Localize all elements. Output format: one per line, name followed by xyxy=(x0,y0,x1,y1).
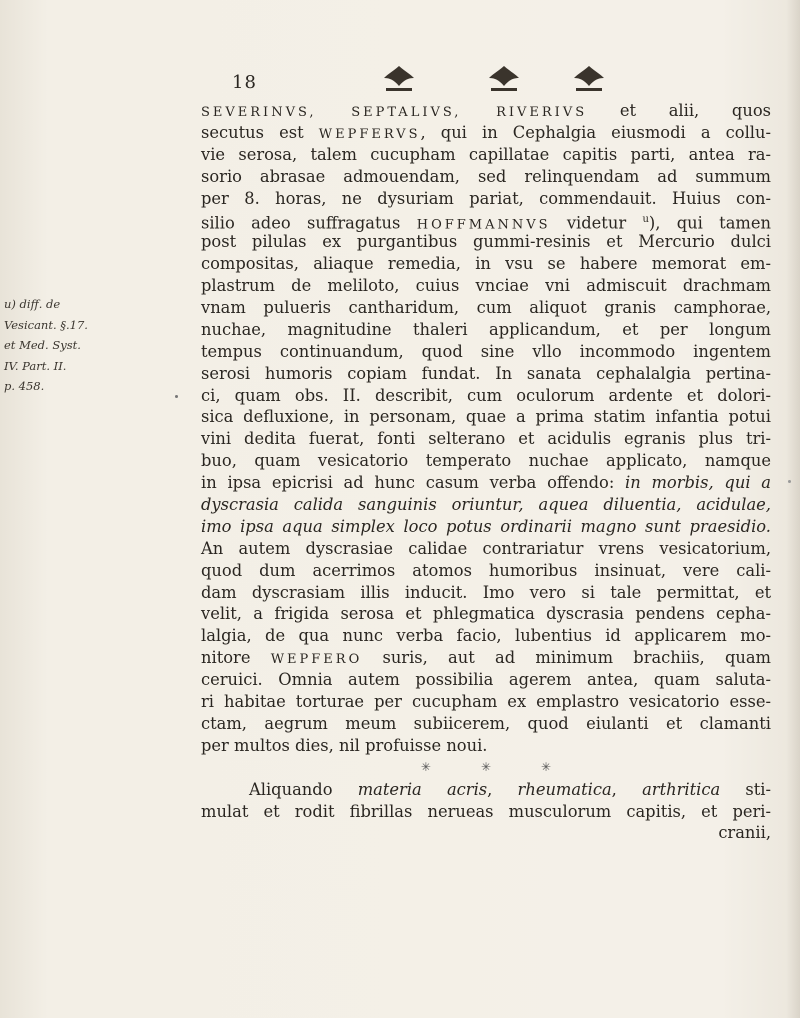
text-line xyxy=(201,144,771,166)
text-line xyxy=(201,603,771,625)
text-line xyxy=(201,341,771,363)
text-run: vini dedita fuerat, fonti selterano et acidulis egranis plus tri- xyxy=(201,429,771,449)
text-run: vie serosa, talem cucupham capillatae capitis parti, antea ra- xyxy=(201,144,771,164)
text-line xyxy=(201,582,771,604)
text-run: nitore xyxy=(201,648,271,668)
text-run: sica defluxione, in personam, quae a prima statim infantia potui xyxy=(201,407,771,427)
text-line xyxy=(201,822,771,844)
text-line xyxy=(201,209,771,231)
marginal-note-line: et Med. Syst. xyxy=(4,338,81,352)
text-run: post pilulas ex purgantibus gummi-resinis et Mercurio dulci xyxy=(201,232,771,252)
fleuron-icon xyxy=(382,64,416,94)
text-run: , xyxy=(487,779,518,799)
text-run: velit, a frigida serosa et phlegmatica dyscrasia pendens cepha- xyxy=(201,604,771,624)
text-run: quod dum acerrimos atomos humoribus insinuat, vere cali- xyxy=(201,560,771,580)
author-name: WEPFERVS xyxy=(318,126,421,142)
text-run: dam dyscrasiam illis inducit. Imo vero si tale permittat, et xyxy=(201,582,771,602)
text-line xyxy=(201,188,771,210)
italic-phrase: rheumatica xyxy=(517,779,612,799)
text-line xyxy=(201,385,771,407)
text-run: lalgia, de qua nunc verba facio, lubentius id applicarem mo- xyxy=(201,626,771,646)
marginal-note-line: Vesicant. §.17. xyxy=(4,317,88,332)
text-run: ri habitae torturae per cucupham ex emplastro vesicatorio esse- xyxy=(201,692,771,712)
fleuron-icon xyxy=(487,64,521,94)
fleuron-icon xyxy=(572,64,606,94)
text-run: mulat et rodit fibrillas nerueas musculorum capitis, et peri- xyxy=(201,801,771,821)
asterism-icon: ✳ xyxy=(480,759,492,774)
text-line xyxy=(201,450,771,472)
text-run: sorio abrasae admouendam, sed relinquendam ad summum xyxy=(201,166,771,186)
text-run: plastrum de meliloto, cuius vnciae vni admiscuit drachmam xyxy=(201,276,771,296)
section-separator xyxy=(201,757,771,779)
text-run: cranii, xyxy=(718,823,771,843)
text-line xyxy=(201,472,771,494)
text-run: in ipsa epicrisi ad hunc casum verba offendo: xyxy=(201,473,626,493)
text-run: et alii, quos xyxy=(587,101,771,120)
text-run: sti- xyxy=(720,779,771,799)
text-line xyxy=(201,647,771,669)
text-line xyxy=(201,100,771,122)
ink-speck xyxy=(175,395,178,398)
text-run: silio adeo suffragatus xyxy=(201,213,417,233)
text-line xyxy=(201,801,771,823)
text-run: , qui in Cephalgia eiusmodi a collu- xyxy=(420,122,771,142)
text-line xyxy=(201,625,771,647)
text-line xyxy=(201,669,771,691)
text-run: serosi humoris copiam fundat. In sanata cephalalgia pertina- xyxy=(201,363,771,383)
marginal-note-line: u) diff. de xyxy=(4,297,61,311)
text-run: ci, quam obs. II. describit, cum oculorum ardente et dolori- xyxy=(201,385,771,405)
text-run: , xyxy=(611,779,643,799)
text-line xyxy=(201,275,771,297)
text-run: vnam pulueris cantharidum, cum aliquot granis camphorae, xyxy=(201,298,771,318)
marginal-note xyxy=(4,294,88,397)
italic-phrase: in morbis, qui a xyxy=(625,473,771,493)
text-line xyxy=(201,691,771,713)
text-run: ctam, aegrum meum subiicerem, quod eiulanti et clamanti xyxy=(201,713,771,733)
text-line xyxy=(201,538,771,560)
text-run: secutus est xyxy=(201,122,319,142)
page-number: 18 xyxy=(232,72,257,93)
marginal-note-line: p. 458. xyxy=(4,379,45,393)
text-line xyxy=(201,297,771,319)
page-header xyxy=(232,64,652,104)
author-name: SEVERINVS, SEPTALIVS, RIVERIVS xyxy=(201,105,588,120)
text-line xyxy=(201,494,771,516)
text-run: u xyxy=(642,214,649,226)
text-line xyxy=(201,713,771,735)
text-line xyxy=(201,516,771,538)
text-run: suris, aut ad minimum brachiis, quam xyxy=(362,648,771,668)
text-line xyxy=(201,560,771,582)
text-run: buo, quam vesicatorio temperato nuchae applicato, namque xyxy=(201,451,771,471)
text-line xyxy=(201,406,771,428)
text-line xyxy=(201,779,771,801)
author-name: HOFFMANNVS xyxy=(416,217,551,233)
text-run: videtur xyxy=(550,213,643,233)
page-edge-shadow xyxy=(786,0,800,1018)
text-run: An autem dyscrasiae calidae contrariatur vrens vesicatorium, xyxy=(201,538,771,558)
text-line xyxy=(201,166,771,188)
text-run: per multos dies, nil profuisse noui. xyxy=(201,735,488,755)
ink-speck xyxy=(788,480,791,483)
italic-phrase: materia acris xyxy=(357,779,488,799)
asterism-icon: ✳ xyxy=(541,759,552,774)
text-run: per 8. horas, ne dysuriam pariat, commendauit. Huius con- xyxy=(201,188,771,208)
marginal-note-line: IV. Part. II. xyxy=(4,358,67,373)
text-run: ceruici. Omnia autem possibilia agerem antea, quam saluta- xyxy=(201,670,771,690)
text-run: tempus continuandum, quod sine vllo incommodo ingentem xyxy=(201,341,771,361)
main-text xyxy=(201,100,771,844)
text-line xyxy=(201,122,771,144)
text-line xyxy=(201,253,771,275)
text-run: ), qui tamen xyxy=(648,213,771,233)
text-line xyxy=(201,319,771,341)
text-line xyxy=(201,231,771,253)
text-run: Aliquando xyxy=(249,779,358,799)
italic-phrase: dyscrasia calida sanguinis oriuntur, aquea diluentia, acidulae, xyxy=(201,495,771,515)
asterism-icon: ✳ xyxy=(420,759,431,774)
text-line xyxy=(201,735,771,757)
text-line xyxy=(201,363,771,385)
text-line xyxy=(201,428,771,450)
italic-phrase: imo ipsa aqua simplex loco potus ordinarii magno sunt praesidio. xyxy=(201,516,771,536)
author-name: WEPFERO xyxy=(270,652,363,668)
italic-phrase: arthritica xyxy=(642,779,721,799)
text-run: compositas, aliaque remedia, in vsu se habere memorat em- xyxy=(201,254,771,274)
text-run: nuchae, magnitudine thaleri applicandum, et per longum xyxy=(201,319,771,339)
